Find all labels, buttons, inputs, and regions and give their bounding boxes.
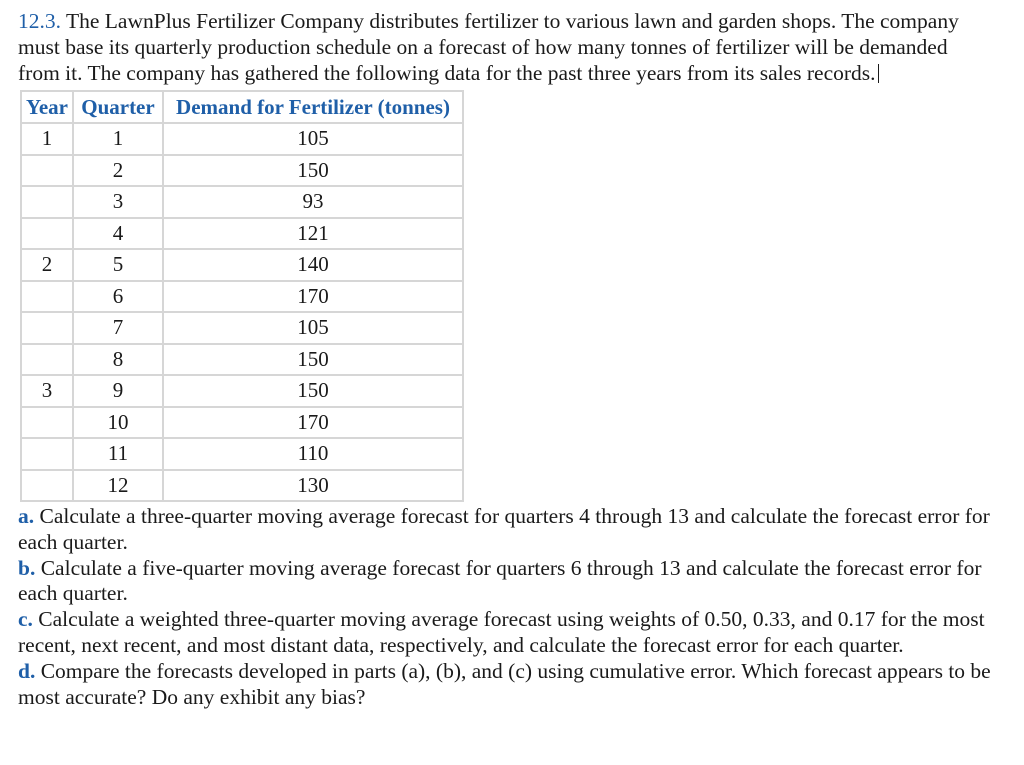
question-letter: b. [18, 555, 36, 580]
cell-quarter: 1 [73, 123, 163, 155]
cell-quarter: 6 [73, 281, 163, 313]
cell-quarter: 11 [73, 438, 163, 470]
question-text: Calculate a weighted three-quarter moving average forecast using weights of 0.50, 0.33, and 0.17 for the most recent, next recent, and most distant data, respectively, and calculate the forecast error for each quarter. [18, 607, 985, 657]
question-d [18, 659, 994, 711]
cell-quarter: 3 [73, 186, 163, 218]
question-text: Compare the forecasts developed in parts (a), (b), and (c) using cumulative error. Which forecast appears to be most accurate? Do any exhibit any bias? [18, 658, 991, 709]
cell-year [21, 470, 73, 502]
question-letter: a. [18, 504, 35, 528]
header-year: Year [21, 91, 73, 123]
cell-demand: 121 [163, 218, 463, 250]
problem-number: 12.3. [18, 9, 61, 33]
table-row [21, 249, 463, 281]
cell-year [21, 281, 73, 313]
cell-year: 3 [21, 375, 73, 407]
table-row [21, 375, 463, 407]
table-row [21, 438, 463, 470]
table-row [21, 281, 463, 313]
problem-statement [18, 8, 994, 86]
question-text: Calculate a five-quarter moving average forecast for quarters 6 through 13 and calculate the forecast error for each quarter. [18, 555, 982, 606]
header-quarter: Quarter [73, 91, 163, 123]
table-row [21, 312, 463, 344]
header-demand: Demand for Fertilizer (tonnes) [163, 91, 463, 123]
cell-demand: 130 [163, 470, 463, 502]
table-row [21, 123, 463, 155]
cell-quarter: 10 [73, 407, 163, 439]
cell-demand: 150 [163, 344, 463, 376]
cell-quarter: 5 [73, 249, 163, 281]
table-header-row [21, 91, 463, 123]
cell-demand: 110 [163, 438, 463, 470]
table-row [21, 470, 463, 502]
cell-quarter: 8 [73, 344, 163, 376]
cell-year: 1 [21, 123, 73, 155]
cell-year [21, 438, 73, 470]
question-c [18, 607, 994, 659]
question-list [18, 504, 994, 710]
cell-demand: 140 [163, 249, 463, 281]
table-row [21, 218, 463, 250]
cell-demand: 105 [163, 312, 463, 344]
cell-demand: 150 [163, 155, 463, 187]
cell-year [21, 218, 73, 250]
cell-quarter: 9 [73, 375, 163, 407]
table-row [21, 186, 463, 218]
cell-year [21, 312, 73, 344]
cell-year [21, 155, 73, 187]
cell-quarter: 4 [73, 218, 163, 250]
text-cursor [878, 64, 879, 83]
table-row [21, 344, 463, 376]
cell-quarter: 7 [73, 312, 163, 344]
problem-text: The LawnPlus Fertilizer Company distributes fertilizer to various lawn and garden shops. The company must base its quarterly production schedule on a forecast of how many tonnes of fertilizer will be demanded from it. The company has gathered the following data for the past three years from its sales records. [18, 9, 959, 85]
table-row [21, 155, 463, 187]
question-a [18, 504, 994, 556]
cell-year [21, 186, 73, 218]
cell-demand: 150 [163, 375, 463, 407]
cell-quarter: 2 [73, 155, 163, 187]
cell-year [21, 407, 73, 439]
cell-demand: 93 [163, 186, 463, 218]
question-b [18, 556, 994, 608]
cell-demand: 105 [163, 123, 463, 155]
cell-demand: 170 [163, 281, 463, 313]
cell-quarter: 12 [73, 470, 163, 502]
question-text: Calculate a three-quarter moving average forecast for quarters 4 through 13 and calculate the forecast error for each quarter. [18, 504, 990, 554]
question-letter: c. [18, 607, 33, 632]
table-row [21, 407, 463, 439]
demand-table [20, 90, 464, 502]
cell-year: 2 [21, 249, 73, 281]
cell-year [21, 344, 73, 376]
question-letter: d. [18, 658, 36, 683]
cell-demand: 170 [163, 407, 463, 439]
